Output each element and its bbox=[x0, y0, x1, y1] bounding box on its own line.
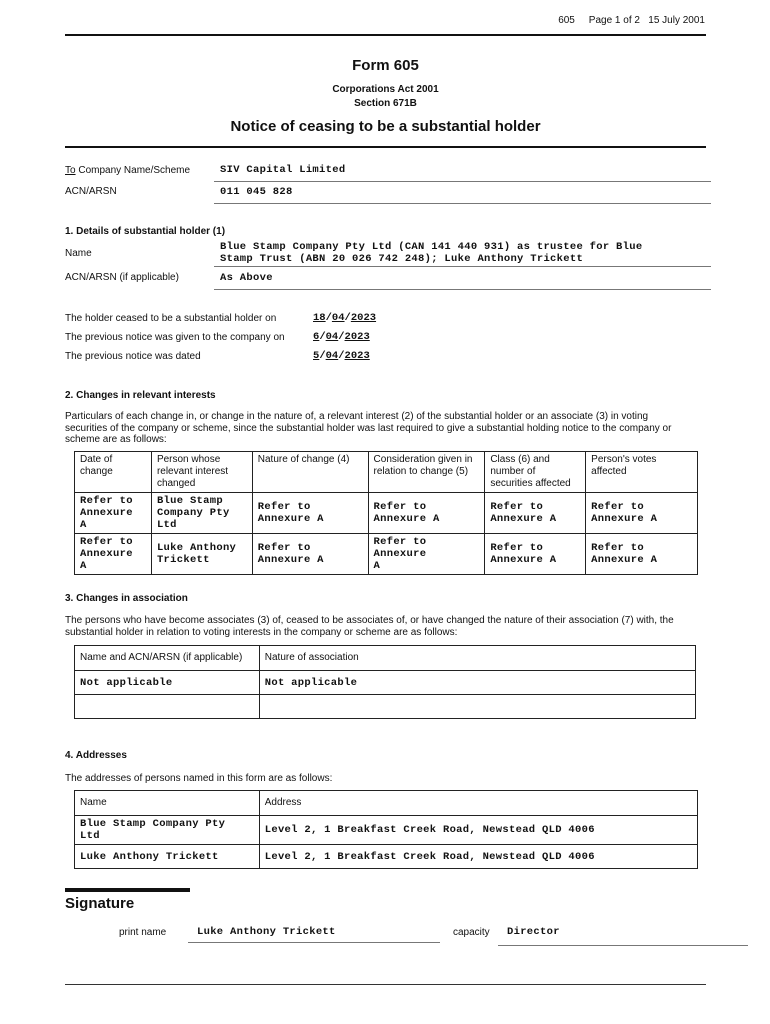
capacity-label: capacity bbox=[453, 927, 490, 938]
cell-class: Refer to Annexure A bbox=[485, 493, 586, 534]
section4-heading: 4. Addresses bbox=[65, 750, 127, 761]
cell-address: Level 2, 1 Breakfast Creek Road, Newstead QLD 4006 bbox=[259, 845, 697, 869]
holder-acn-value: As Above bbox=[220, 272, 273, 284]
cell-empty bbox=[259, 695, 695, 719]
capacity-line bbox=[498, 945, 748, 946]
date-sep: / bbox=[338, 331, 345, 343]
cell-date: Refer to Annexure A bbox=[75, 493, 152, 534]
col-class: Class (6) and number of securities affected bbox=[485, 452, 586, 493]
prev-given-day: 6 bbox=[313, 331, 320, 343]
association-table bbox=[74, 645, 696, 719]
cell-assoc-nature: Not applicable bbox=[259, 671, 695, 695]
date-sep: / bbox=[325, 312, 332, 324]
section3-intro-line2: substantial holder in relation to voting interests in the company or scheme are as follows: bbox=[65, 626, 458, 638]
acn-line bbox=[214, 203, 711, 204]
table-row bbox=[75, 845, 698, 869]
cell-nature: Refer to Annexure A bbox=[252, 493, 368, 534]
section4-intro: The addresses of persons named in this form are as follows: bbox=[65, 773, 333, 784]
cell-consideration: Refer to Annexure A bbox=[368, 493, 485, 534]
table-row bbox=[75, 671, 696, 695]
cell-empty bbox=[75, 695, 260, 719]
cell-date: Refer to Annexure A bbox=[75, 534, 152, 575]
company-name-line bbox=[214, 181, 711, 182]
addresses-header-row bbox=[75, 791, 698, 816]
form-title: Form 605 bbox=[352, 57, 419, 74]
section-ref: Section 671B bbox=[354, 98, 417, 109]
holder-name-label: Name bbox=[65, 248, 92, 259]
ceased-date bbox=[313, 312, 376, 324]
capacity-value: Director bbox=[507, 926, 560, 938]
date-sep: / bbox=[319, 350, 326, 362]
footer-rule bbox=[65, 984, 706, 985]
holder-name-line2: Stamp Trust (ABN 20 026 742 248); Luke Anthony Trickett bbox=[220, 253, 584, 265]
signature-bar bbox=[65, 888, 190, 892]
changes-header-row bbox=[75, 452, 698, 493]
changes-table bbox=[74, 451, 698, 575]
cell-class: Refer to Annexure A bbox=[485, 534, 586, 575]
cell-consideration: Refer to Annexure A bbox=[368, 534, 485, 575]
print-name-label: print name bbox=[119, 927, 167, 938]
section2-intro-line2: securities of the company or scheme, since the substantial holder was last required to give a substantial holding notice to the company or bbox=[65, 422, 672, 434]
form-date: 15 July 2001 bbox=[648, 15, 705, 26]
section2-intro-line3: scheme are as follows: bbox=[65, 434, 167, 445]
company-name-value: SIV Capital Limited bbox=[220, 164, 346, 176]
notice-title: Notice of ceasing to be a substantial holder bbox=[230, 118, 541, 135]
cell-person: Luke Anthony Trickett bbox=[151, 534, 252, 575]
addresses-table bbox=[74, 790, 698, 869]
holder-name-value bbox=[220, 241, 642, 265]
prev-given-label: The previous notice was given to the company on bbox=[65, 332, 285, 343]
cell-address-name: Blue Stamp Company Pty Ltd bbox=[75, 816, 260, 845]
page-indicator: Page 1 of 2 bbox=[588, 15, 640, 26]
date-sep: / bbox=[338, 350, 345, 362]
date-sep: / bbox=[319, 331, 326, 343]
col-person: Person whose relevant interest changed bbox=[151, 452, 252, 493]
section3-intro-line1: The persons who have become associates (3) of, ceased to be associates of, or have changed the nature of their association (7) with, the bbox=[65, 615, 674, 626]
prev-dated-year: 2023 bbox=[344, 350, 370, 362]
act-name: Corporations Act 2001 bbox=[332, 84, 439, 95]
prev-dated-day: 5 bbox=[313, 350, 320, 362]
holder-acn-line bbox=[214, 289, 711, 290]
ceased-month: 04 bbox=[331, 312, 345, 324]
signature-heading: Signature bbox=[65, 895, 135, 912]
date-sep: / bbox=[344, 312, 351, 324]
col-votes: Person's votes affected bbox=[586, 452, 698, 493]
ceased-year: 2023 bbox=[350, 312, 377, 324]
col-name-acn: Name and ACN/ARSN (if applicable) bbox=[75, 646, 260, 671]
prev-dated-month: 04 bbox=[325, 350, 339, 362]
prev-given-month: 04 bbox=[325, 331, 339, 343]
company-name-label bbox=[65, 165, 190, 176]
section2-intro-line1: Particulars of each change in, or change in the nature of, a relevant interest (2) of the substantial holder or an associate (3) in voting bbox=[65, 411, 649, 422]
acn-label: ACN/ARSN bbox=[65, 186, 117, 197]
table-row bbox=[75, 493, 698, 534]
col-date-of-change: Date of change bbox=[75, 452, 152, 493]
cell-address-name: Luke Anthony Trickett bbox=[75, 845, 260, 869]
table-row bbox=[75, 816, 698, 845]
col-nature: Nature of change (4) bbox=[252, 452, 368, 493]
col-consideration: Consideration given in relation to change (5) bbox=[368, 452, 485, 493]
cell-person: Blue Stamp Company Pty Ltd bbox=[151, 493, 252, 534]
col-address: Address bbox=[259, 791, 697, 816]
ceased-day: 18 bbox=[313, 312, 326, 324]
holder-acn-label: ACN/ARSN (if applicable) bbox=[65, 272, 179, 283]
to-label: To bbox=[65, 165, 76, 176]
title-rule bbox=[65, 146, 706, 148]
prev-given-year: 2023 bbox=[344, 331, 370, 343]
ceased-label: The holder ceased to be a substantial holder on bbox=[65, 313, 277, 324]
section2-heading: 2. Changes in relevant interests bbox=[65, 390, 216, 401]
section1-heading: 1. Details of substantial holder (1) bbox=[65, 226, 226, 237]
table-row bbox=[75, 695, 696, 719]
prev-dated-label: The previous notice was dated bbox=[65, 351, 201, 362]
company-name-label-text: Company Name/Scheme bbox=[78, 165, 191, 176]
section3-intro bbox=[65, 615, 674, 638]
header-rule bbox=[65, 34, 706, 36]
col-nature-assoc: Nature of association bbox=[259, 646, 695, 671]
cell-votes: Refer to Annexure A bbox=[586, 534, 698, 575]
prev-dated-date bbox=[313, 350, 370, 362]
prev-given-date bbox=[313, 331, 370, 343]
col-address-name: Name bbox=[75, 791, 260, 816]
form-number: 605 bbox=[558, 15, 575, 26]
page-header bbox=[0, 15, 705, 26]
cell-nature: Refer to Annexure A bbox=[252, 534, 368, 575]
holder-name-line1: Blue Stamp Company Pty Ltd (CAN 141 440 931) as trustee for Blue bbox=[220, 241, 643, 253]
cell-address: Level 2, 1 Breakfast Creek Road, Newstead QLD 4006 bbox=[259, 816, 697, 845]
association-header-row bbox=[75, 646, 696, 671]
cell-assoc-name: Not applicable bbox=[75, 671, 260, 695]
holder-name-line bbox=[214, 266, 711, 267]
print-name-value: Luke Anthony Trickett bbox=[197, 926, 336, 938]
acn-value: 011 045 828 bbox=[220, 186, 293, 198]
section3-heading: 3. Changes in association bbox=[65, 593, 188, 604]
cell-votes: Refer to Annexure A bbox=[586, 493, 698, 534]
section2-intro bbox=[65, 411, 671, 446]
table-row bbox=[75, 534, 698, 575]
print-name-line bbox=[188, 942, 440, 943]
